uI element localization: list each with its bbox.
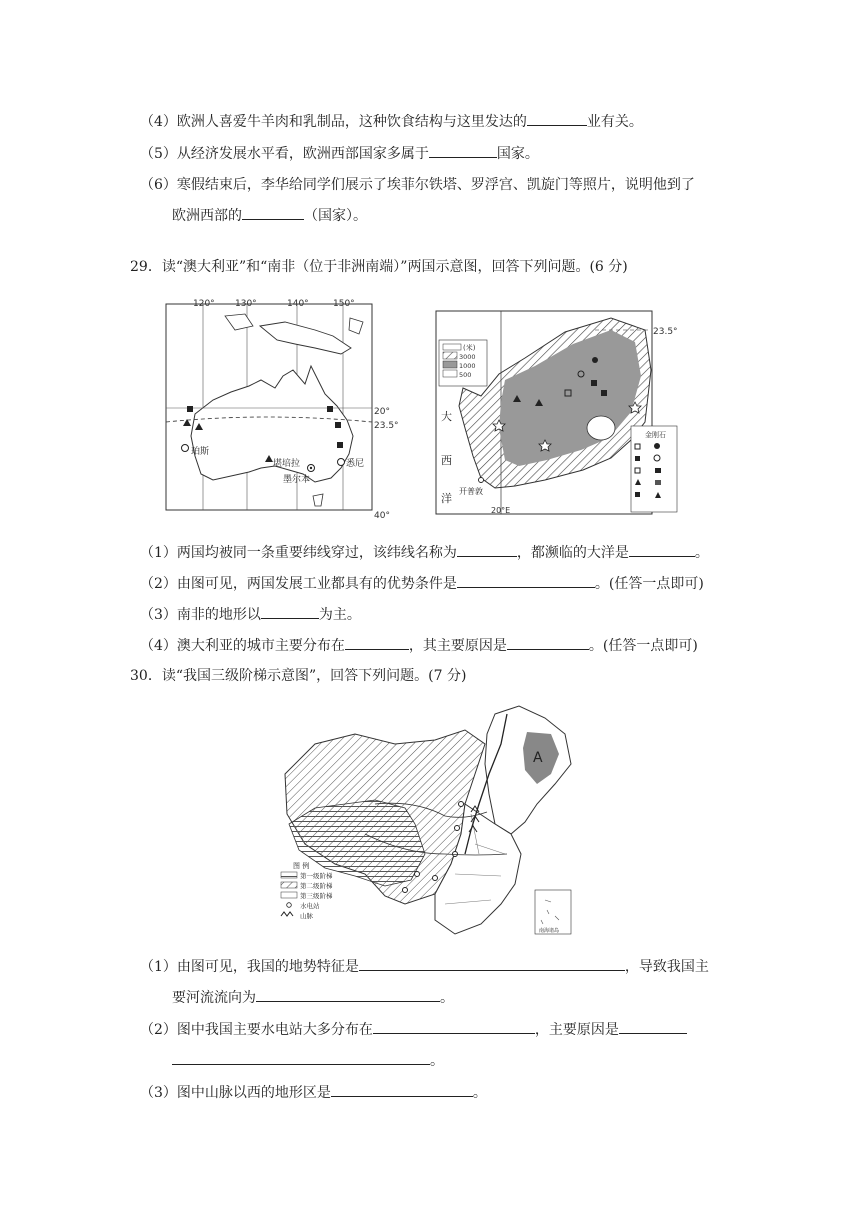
q30-item-2-cont xyxy=(172,1050,444,1071)
answer-blank[interactable] xyxy=(619,1019,687,1034)
lat-label: 23.5° xyxy=(374,421,399,431)
q29-item-4-text: （4）澳大利亚的城市主要分布在 xyxy=(140,638,345,654)
q30-item-2 xyxy=(140,1019,687,1040)
legend-label: 第三级阶梯 xyxy=(300,892,333,900)
q28-item-5-tail: 国家。 xyxy=(496,146,539,162)
legend-label: 第二级阶梯 xyxy=(300,882,333,890)
answer-blank[interactable] xyxy=(527,111,587,126)
q30-item-3-text: （3）图中山脉以西的地形区是 xyxy=(140,1085,331,1101)
q30-item-3-tail: 。 xyxy=(472,1085,487,1101)
lat-label: 20° xyxy=(374,407,390,417)
ocean-label: 洋 xyxy=(441,492,452,505)
gold-symbol xyxy=(592,357,598,363)
q29-item-4 xyxy=(140,635,698,656)
map-label-A: A xyxy=(533,750,543,766)
coal-symbol xyxy=(335,422,341,428)
city-marker xyxy=(338,459,345,466)
hydro-station-symbol xyxy=(433,876,438,881)
capital-marker-dot xyxy=(310,467,312,469)
q30-item-1-tail: 。 xyxy=(440,990,454,1006)
q29-item-2 xyxy=(140,573,704,594)
q30-item-2-mid: ，主要原因是 xyxy=(534,1022,619,1038)
lon-label: 130° xyxy=(235,299,257,309)
legend-label: 山脉 xyxy=(300,912,313,920)
coal-symbol xyxy=(601,390,607,396)
lat-label: 23.5° xyxy=(653,327,678,337)
south-africa-map xyxy=(435,310,680,516)
q30-item-2-text: （2）图中我国主要水电站大多分布在 xyxy=(140,1022,373,1038)
q28-item-5-text: （5）从经济发展水平看，欧洲西部国家多属于 xyxy=(140,146,429,162)
q29-item-1-mid: ，都濒临的大洋是 xyxy=(516,545,629,561)
q29-item-4-tail: 。(任答一点即可) xyxy=(588,638,698,654)
q29-item-1-text: （1）两国均被同一条重要纬线穿过，该纬线名称为 xyxy=(140,545,457,561)
answer-blank[interactable] xyxy=(359,956,625,971)
city-label: 悉尼 xyxy=(346,459,365,469)
q30-item-1 xyxy=(140,956,709,977)
answer-blank[interactable] xyxy=(629,542,695,557)
q28-item-6 xyxy=(140,175,695,195)
legend2-label: 金刚石 xyxy=(645,431,666,439)
inset-label: 南海诸岛 xyxy=(539,928,560,934)
answer-blank[interactable] xyxy=(261,604,319,619)
q29-item-1-tail: 。 xyxy=(694,545,709,561)
coal-symbol xyxy=(591,380,597,386)
legend-label: 水电站 xyxy=(300,902,320,910)
legend-label: 第一级阶梯 xyxy=(300,872,333,880)
lon-label: 140° xyxy=(287,299,309,309)
coal-symbol xyxy=(337,442,343,448)
q30-item-1-cont xyxy=(172,987,454,1008)
answer-blank[interactable] xyxy=(507,635,589,650)
legend-label: 500 xyxy=(459,371,472,379)
answer-blank[interactable] xyxy=(429,143,497,158)
q28-item-6-tail: （国家）。 xyxy=(304,208,367,224)
q28-item-6-text2: 欧洲西部的 xyxy=(172,208,242,224)
q30-title: 30．读“我国三级阶梯示意图”，回答下列问题。(7 分) xyxy=(130,668,467,684)
hydro-station-symbol xyxy=(403,888,408,893)
china-terrain-map xyxy=(275,704,587,944)
q29-item-2-text: （2）由图可见，两国发展工业都具有的优势条件是 xyxy=(140,576,457,592)
legend-title: 图 例 xyxy=(293,862,310,870)
q29-item-2-tail: 。(任答一点即可) xyxy=(594,576,704,592)
q28-item-4-text: （4）欧洲人喜爱牛羊肉和乳制品，这种饮食结构与这里发达的 xyxy=(140,114,527,130)
q30-item-2-tail: 。 xyxy=(430,1053,444,1069)
q29-title: 29．读“澳大利亚”和“南非（位于非洲南端）”两国示意图，回答下列问题。(6 分) xyxy=(130,259,628,275)
hydro-station-symbol xyxy=(453,852,458,857)
q30-item-1-mid: ，导致我国主 xyxy=(624,959,709,975)
hydro-station-symbol xyxy=(415,872,420,877)
lon-label: 150° xyxy=(333,299,355,309)
q29-item-3 xyxy=(140,604,361,625)
city-label: 珀斯 xyxy=(191,447,210,457)
city-marker xyxy=(479,478,484,483)
ocean-label: 西 xyxy=(441,454,452,467)
hydro-station-symbol xyxy=(455,826,460,831)
answer-blank[interactable] xyxy=(345,635,409,650)
q28-item-6-text: （6）寒假结束后，李华给同学们展示了埃菲尔铁塔、罗浮宫、凯旋门等照片，说明他到了 xyxy=(140,177,695,193)
q30-item-1-text: （1）由图可见，我国的地势特征是 xyxy=(140,959,359,975)
legend-label: 1000 xyxy=(459,362,476,370)
q28-item-4-tail: 业有关。 xyxy=(586,114,643,130)
city-label: 堪培拉 xyxy=(273,459,301,469)
lat-label: 40° xyxy=(374,511,390,521)
hydro-station-symbol xyxy=(459,802,464,807)
q30-item-3 xyxy=(140,1082,487,1103)
city-label: 墨尔本 xyxy=(283,475,311,485)
answer-blank[interactable] xyxy=(457,542,517,557)
australia-map xyxy=(165,296,399,524)
q28-item-6-cont xyxy=(172,205,367,226)
answer-blank[interactable] xyxy=(373,1019,535,1034)
city-marker xyxy=(182,445,189,452)
lon-label: 20°E xyxy=(491,506,511,515)
q29-item-4-mid: ，其主要原因是 xyxy=(408,638,507,654)
q29-item-3-tail: 为主。 xyxy=(318,607,361,623)
q29-item-1 xyxy=(140,542,709,563)
answer-blank[interactable] xyxy=(172,1050,430,1065)
q30-item-1-text2: 要河流流向为 xyxy=(172,990,256,1006)
answer-blank[interactable] xyxy=(242,205,304,220)
q28-item-5 xyxy=(140,143,539,164)
coal-symbol xyxy=(187,406,193,412)
answer-blank[interactable] xyxy=(331,1082,473,1097)
answer-blank[interactable] xyxy=(256,987,440,1002)
answer-blank[interactable] xyxy=(457,573,595,588)
city-label: 开普敦 xyxy=(459,487,483,496)
coal-symbol xyxy=(327,406,333,412)
q28-item-4 xyxy=(140,111,643,132)
q29-item-3-text: （3）南非的地形以 xyxy=(140,607,261,623)
legend-unit: (米) xyxy=(463,344,476,352)
lon-label: 120° xyxy=(193,299,215,309)
ocean-label: 大 xyxy=(441,410,452,423)
legend-label: 3000 xyxy=(459,353,476,361)
